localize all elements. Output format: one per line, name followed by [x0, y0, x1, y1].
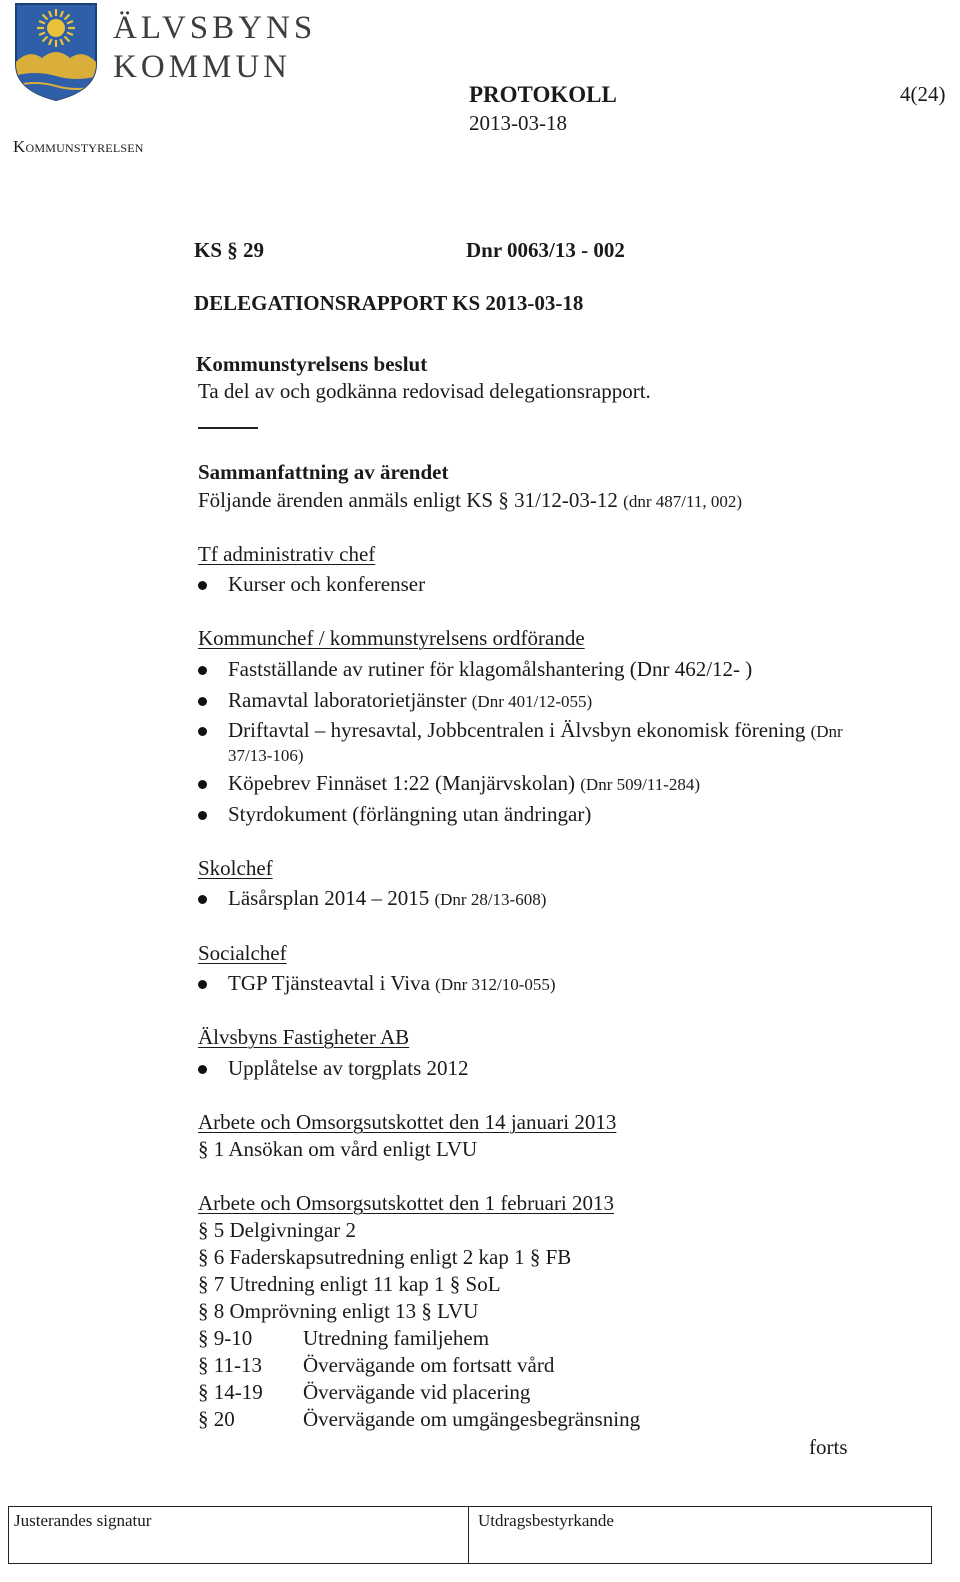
bullet-icon — [198, 780, 207, 789]
list-item-ref: (Dnr 312/10-055) — [435, 975, 556, 994]
committee-line: § 7 Utredning enligt 11 kap 1 § SoL — [198, 1272, 501, 1296]
paragraph-description: Övervägande om umgängesbegränsning — [303, 1407, 641, 1431]
municipality-crest-logo — [14, 2, 98, 102]
list-item-text: Kurser och konferenser — [228, 572, 426, 596]
committee-heading-january: Arbete och Omsorgsutskottet den 14 januari 2013 — [198, 1110, 617, 1134]
paragraph-number: § 11-13 — [198, 1353, 262, 1377]
signature-divider — [468, 1507, 469, 1563]
bullet-icon — [198, 1065, 207, 1074]
paragraph-number: § 20 — [198, 1407, 235, 1431]
committee-line: § 8 Omprövning enligt 13 § LVU — [198, 1299, 479, 1323]
page-number: 4(24) — [900, 82, 946, 106]
section-heading: Socialchef — [198, 941, 287, 965]
bullet-icon — [198, 581, 207, 590]
list-item-text: Driftavtal – hyresavtal, Jobbcentralen i Älvsbyn ekonomisk förening — [228, 718, 806, 742]
case-paragraph: KS § 29 — [194, 238, 265, 262]
summary-intro-line — [198, 488, 742, 513]
bullet-icon — [198, 811, 207, 820]
certification-label: Utdragsbestyrkande — [478, 1511, 614, 1530]
continued-note: forts — [809, 1435, 848, 1459]
list-item-text: Upplåtelse av torgplats 2012 — [228, 1056, 469, 1080]
department-name: Kommunstyrelsen — [13, 137, 144, 156]
document-type: PROTOKOLL — [469, 82, 617, 107]
paragraph-number: § 9-10 — [198, 1326, 253, 1350]
committee-heading-february: Arbete och Omsorgsutskottet den 1 februari 2013 — [198, 1191, 615, 1215]
section-heading: Tf administrativ chef — [198, 542, 376, 566]
document-date: 2013-03-18 — [469, 111, 567, 135]
list-item-text: Köpebrev Finnäset 1:22 (Manjärvskolan) — [228, 771, 576, 795]
bullet-icon — [198, 697, 207, 706]
paragraph-number: § 14-19 — [198, 1380, 263, 1404]
paragraph-description: Övervägande om fortsatt vård — [303, 1353, 555, 1377]
section-heading: Kommunchef / kommunstyrelsens ordförande — [198, 626, 585, 650]
decision-text: Ta del av och godkänna redovisad delegationsrapport. — [198, 379, 651, 403]
bullet-icon — [198, 895, 207, 904]
list-item-ref: (Dnr 28/13-608) — [434, 890, 547, 909]
list-item-ref: (Dnr 509/11-284) — [580, 775, 701, 794]
separator-rule — [198, 427, 258, 429]
section-heading: Skolchef — [198, 856, 273, 880]
committee-line: § 6 Faderskapsutredning enligt 2 kap 1 § FB — [198, 1245, 572, 1269]
bullet-icon — [198, 727, 207, 736]
list-item-text: TGP Tjänsteavtal i Viva — [228, 971, 430, 995]
list-item-text: Läsårsplan 2014 – 2015 — [228, 886, 430, 910]
bullet-icon — [198, 666, 207, 675]
summary-heading: Sammanfattning av ärendet — [198, 460, 449, 484]
bullet-icon — [198, 980, 207, 989]
paragraph-description: Utredning familjehem — [303, 1326, 490, 1350]
committee-line: § 5 Delgivningar 2 — [198, 1218, 357, 1242]
signature-label: Justerandes signatur — [14, 1511, 152, 1530]
summary-intro-ref: (dnr 487/11, 002) — [623, 492, 742, 511]
list-item-ref-continued: 37/13-106) — [228, 746, 304, 765]
signature-table — [8, 1506, 932, 1564]
paragraph-description: Övervägande vid placering — [303, 1380, 531, 1404]
summary-intro: Följande ärenden anmäls enligt KS § 31/12-03-12 — [198, 488, 618, 512]
section-heading: Älvsbyns Fastigheter AB — [198, 1025, 410, 1049]
list-item-ref: (Dnr — [810, 722, 843, 741]
diary-number: Dnr 0063/13 - 002 — [466, 238, 625, 262]
case-title: DELEGATIONSRAPPORT KS 2013-03-18 — [194, 291, 584, 315]
committee-line: § 1 Ansökan om vård enligt LVU — [198, 1137, 478, 1161]
list-item-ref: (Dnr 401/12-055) — [471, 692, 593, 711]
org-name-line2: KOMMUN — [113, 49, 292, 85]
org-name-line1: ÄLVSBYNS — [113, 10, 317, 46]
list-item-text: Fastställande av rutiner för klagomålshantering (Dnr 462/12- ) — [228, 657, 753, 681]
list-item-text: Styrdokument (förlängning utan ändringar) — [228, 802, 592, 826]
decision-heading: Kommunstyrelsens beslut — [196, 352, 428, 376]
list-item-text: Ramavtal laboratorietjänster — [228, 688, 467, 712]
